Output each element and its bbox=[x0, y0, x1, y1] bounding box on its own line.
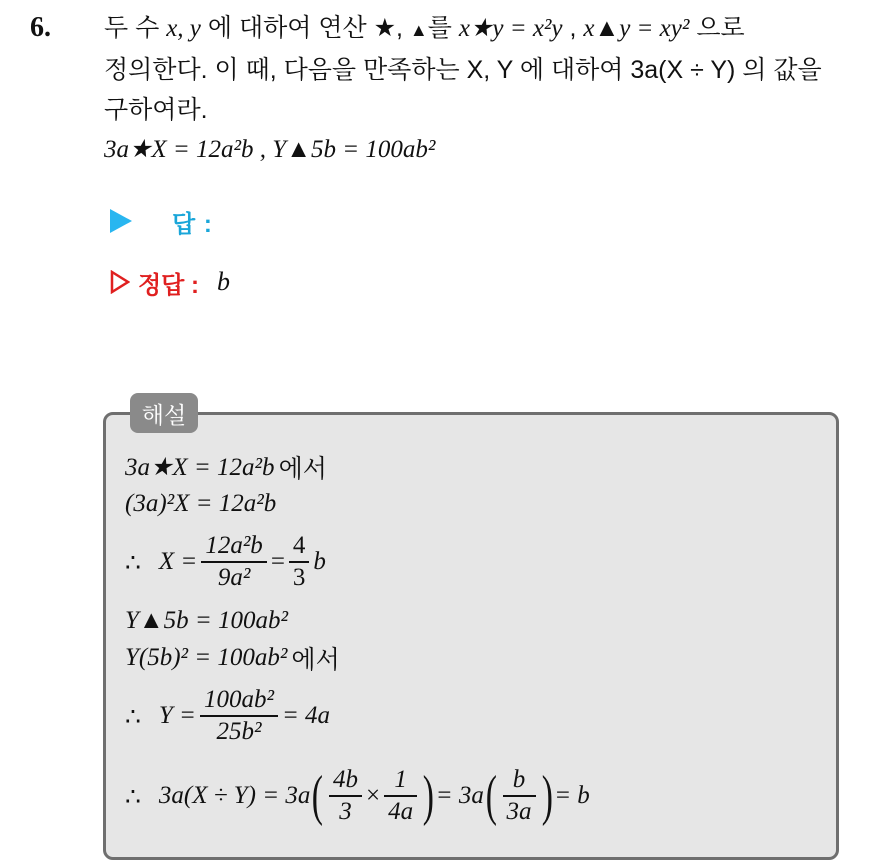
fraction-numerator: b bbox=[512, 766, 526, 793]
equation-suffix: 에서 bbox=[278, 454, 327, 483]
explanation-line-6 bbox=[125, 676, 825, 756]
explanation-content bbox=[125, 448, 825, 836]
fraction-denominator: 3 bbox=[339, 798, 352, 825]
fraction-denominator: 25b² bbox=[216, 718, 262, 745]
right-paren: ) bbox=[541, 765, 553, 827]
equation: Y▲5b = 100ab² bbox=[125, 606, 289, 634]
equation-rhs: = 4a bbox=[281, 702, 331, 729]
correct-answer-value: b bbox=[217, 267, 231, 296]
therefore-symbol: ∴ bbox=[125, 547, 141, 577]
definition-triangle: x▲y = xy² bbox=[583, 15, 690, 42]
fraction-numerator: 4 bbox=[292, 532, 306, 559]
fraction-numerator: 100ab² bbox=[203, 686, 274, 713]
left-paren: ( bbox=[312, 765, 324, 827]
problem-vars: x, y bbox=[166, 15, 201, 42]
triangle-symbol: ▲ bbox=[409, 20, 428, 40]
left-paren: ( bbox=[485, 765, 497, 827]
explanation-line-5 bbox=[125, 639, 825, 676]
problem-text-segment: 에 대하여 연산 bbox=[200, 14, 374, 42]
problem-text-segment: , bbox=[562, 14, 584, 42]
definition-star: x★y = x²y bbox=[458, 15, 563, 42]
fraction-numerator: 12a²b bbox=[205, 532, 263, 559]
problem-line-3: 구하여라. bbox=[104, 96, 208, 124]
star-symbol: ★ bbox=[373, 14, 397, 42]
explanation-line-2 bbox=[125, 485, 825, 522]
play-arrow-icon bbox=[110, 209, 132, 233]
correct-answer-label: 정답 : bbox=[138, 271, 200, 299]
outline-arrow-icon bbox=[110, 270, 130, 294]
explanation-line-1 bbox=[125, 448, 825, 485]
problem-line-2: 정의한다. 이 때, 다음을 만족하는 X, Y 에 대하여 3a(X ÷ Y) 의 값을 bbox=[104, 56, 822, 84]
explanation-line-3 bbox=[125, 522, 825, 602]
answer-label: 답 : bbox=[172, 210, 213, 238]
fraction-numerator: 1 bbox=[394, 766, 407, 793]
equation-suffix: 에서 bbox=[291, 645, 340, 674]
equation-tail: b bbox=[313, 548, 326, 575]
equation-mid: = 3a bbox=[435, 782, 484, 809]
problem-text-segment: , bbox=[396, 14, 410, 42]
equation-end: = b bbox=[554, 782, 590, 809]
equation-lhs: Y = bbox=[158, 702, 196, 729]
problem-text-segment: 두 수 bbox=[104, 14, 167, 42]
problem-line-1 bbox=[104, 8, 870, 50]
fraction-denominator: 3 bbox=[292, 564, 306, 591]
therefore-symbol: ∴ bbox=[125, 781, 141, 811]
problem-text-segment: 를 bbox=[427, 14, 459, 42]
explanation-line-7 bbox=[125, 756, 825, 836]
right-paren: ) bbox=[422, 765, 435, 827]
fraction bbox=[201, 531, 267, 593]
fraction-denominator: 3a bbox=[506, 798, 532, 825]
answer-row bbox=[110, 203, 213, 239]
fraction bbox=[384, 765, 417, 827]
equation: (3a)²X = 12a²b bbox=[125, 489, 277, 517]
problem-number: 6. bbox=[30, 12, 51, 43]
equation-lhs: 3a(X ÷ Y) = 3a bbox=[158, 782, 311, 809]
fraction bbox=[289, 531, 310, 593]
problem-statement bbox=[104, 8, 870, 170]
problem-condition: 3a★X = 12a²b , Y▲5b = 100ab² bbox=[104, 136, 436, 163]
times-sign: × bbox=[365, 782, 381, 809]
equation: 3a★X = 12a²b bbox=[125, 453, 275, 481]
fraction-denominator: 9a² bbox=[217, 564, 251, 591]
problem-text-segment: 으로 bbox=[689, 14, 745, 42]
equation-lhs: X = bbox=[158, 548, 198, 575]
explanation-badge: 해설 bbox=[130, 393, 198, 433]
therefore-symbol: ∴ bbox=[125, 701, 141, 731]
fraction bbox=[200, 685, 278, 747]
correct-answer-row bbox=[110, 264, 230, 300]
fraction-denominator: 4a bbox=[388, 798, 414, 825]
fraction-numerator: 4b bbox=[332, 766, 358, 793]
equals-sign: = bbox=[270, 548, 285, 575]
equation: Y(5b)² = 100ab² bbox=[125, 643, 288, 671]
explanation-line-4 bbox=[125, 602, 825, 639]
fraction bbox=[329, 765, 362, 827]
fraction bbox=[503, 765, 536, 827]
